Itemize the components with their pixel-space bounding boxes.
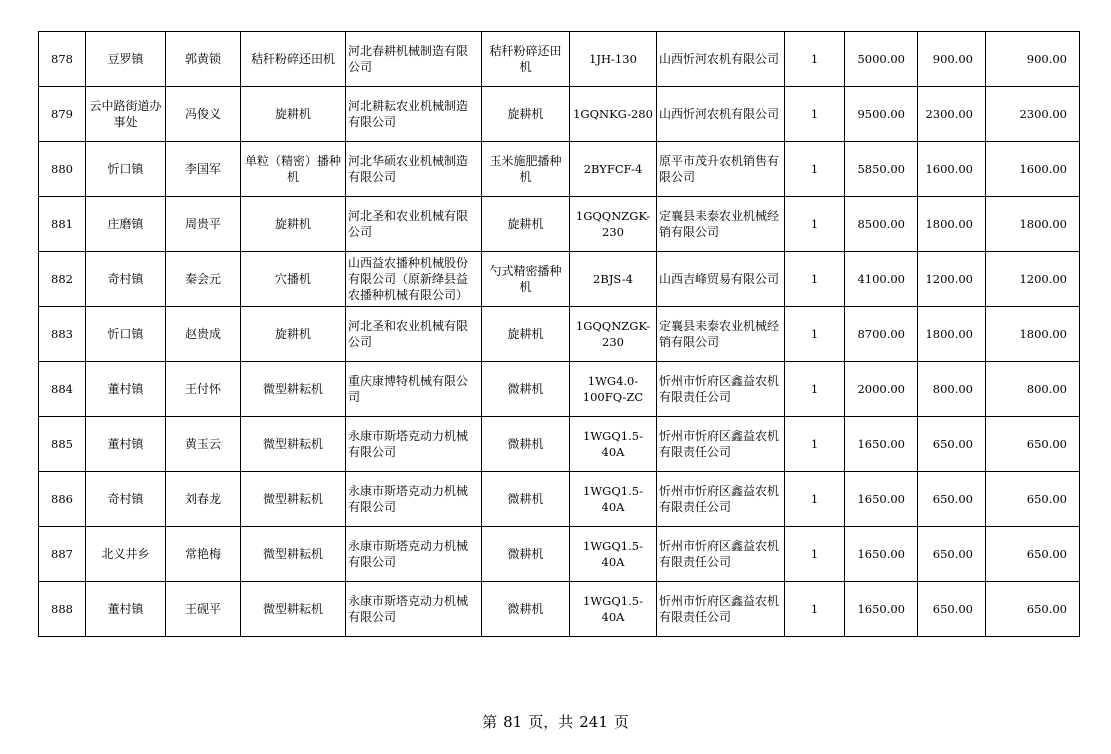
cell-price: 1650.00: [845, 527, 918, 582]
cell-price: 5850.00: [845, 142, 918, 197]
subsidy-table: [38, 31, 1080, 637]
cell-category: 穴播机: [241, 252, 346, 307]
cell-product: 微耕机: [482, 472, 570, 527]
cell-town: 奇村镇: [86, 472, 166, 527]
cell-town: 庄磨镇: [86, 197, 166, 252]
cell-actual: 1800.00: [986, 307, 1080, 362]
cell-dealer: 忻州市忻府区鑫益农机有限责任公司: [657, 362, 785, 417]
cell-dealer: 定襄县耒泰农业机械经销有限公司: [657, 307, 785, 362]
cell-qty: 1: [785, 87, 845, 142]
cell-no: 885: [39, 417, 86, 472]
cell-no: 881: [39, 197, 86, 252]
cell-model: 1WGQ1.5-40A: [570, 582, 657, 637]
cell-product: 旋耕机: [482, 197, 570, 252]
cell-town: 忻口镇: [86, 307, 166, 362]
cell-category: 微型耕耘机: [241, 417, 346, 472]
cell-town: 北义井乡: [86, 527, 166, 582]
cell-qty: 1: [785, 252, 845, 307]
cell-model: 1JH-130: [570, 32, 657, 87]
cell-subsidy: 650.00: [918, 417, 986, 472]
cell-maker: 重庆康博特机械有限公司: [346, 362, 482, 417]
cell-qty: 1: [785, 527, 845, 582]
cell-actual: 650.00: [986, 417, 1080, 472]
table-row: [39, 252, 1080, 307]
cell-price: 8700.00: [845, 307, 918, 362]
cell-model: 1WGQ1.5-40A: [570, 472, 657, 527]
cell-buyer: 王砚平: [166, 582, 241, 637]
cell-model: 1GQNKG-280: [570, 87, 657, 142]
cell-subsidy: 1200.00: [918, 252, 986, 307]
cell-product: 微耕机: [482, 582, 570, 637]
cell-dealer: 山西忻河农机有限公司: [657, 32, 785, 87]
cell-category: 微型耕耘机: [241, 582, 346, 637]
cell-town: 云中路街道办事处: [86, 87, 166, 142]
cell-town: 忻口镇: [86, 142, 166, 197]
cell-actual: 650.00: [986, 527, 1080, 582]
footer-mid: 页，共: [528, 713, 574, 731]
table-row: [39, 142, 1080, 197]
cell-no: 886: [39, 472, 86, 527]
cell-actual: 900.00: [986, 32, 1080, 87]
cell-price: 4100.00: [845, 252, 918, 307]
cell-actual: 800.00: [986, 362, 1080, 417]
cell-model: 1GQQNZGK-230: [570, 307, 657, 362]
cell-no: 880: [39, 142, 86, 197]
cell-maker: 河北耕耘农业机械制造有限公司: [346, 87, 482, 142]
cell-product: 微耕机: [482, 417, 570, 472]
cell-category: 微型耕耘机: [241, 362, 346, 417]
footer-total-pages: 241: [579, 713, 608, 731]
page-footer: [0, 711, 1111, 732]
table-row: [39, 527, 1080, 582]
cell-no: 884: [39, 362, 86, 417]
footer-suffix: 页: [613, 713, 629, 731]
cell-dealer: 山西吉峰贸易有限公司: [657, 252, 785, 307]
cell-actual: 1800.00: [986, 197, 1080, 252]
cell-no: 887: [39, 527, 86, 582]
cell-price: 1650.00: [845, 417, 918, 472]
cell-actual: 2300.00: [986, 87, 1080, 142]
cell-subsidy: 2300.00: [918, 87, 986, 142]
table-row: [39, 417, 1080, 472]
cell-town: 豆罗镇: [86, 32, 166, 87]
table-row: [39, 307, 1080, 362]
cell-maker: 河北圣和农业机械有限公司: [346, 307, 482, 362]
cell-buyer: 刘春龙: [166, 472, 241, 527]
cell-dealer: 忻州市忻府区鑫益农机有限责任公司: [657, 582, 785, 637]
cell-buyer: 冯俊义: [166, 87, 241, 142]
footer-page-number: 81: [503, 713, 523, 731]
cell-town: 董村镇: [86, 362, 166, 417]
cell-model: 1WG4.0-100FQ-ZC: [570, 362, 657, 417]
table-row: [39, 472, 1080, 527]
table-body: [39, 32, 1080, 637]
cell-model: 1GQQNZGK-230: [570, 197, 657, 252]
cell-buyer: 黄玉云: [166, 417, 241, 472]
cell-no: 883: [39, 307, 86, 362]
cell-price: 1650.00: [845, 582, 918, 637]
cell-no: 888: [39, 582, 86, 637]
cell-maker: 永康市斯塔克动力机械有限公司: [346, 417, 482, 472]
cell-no: 878: [39, 32, 86, 87]
cell-product: 勺式精密播种机: [482, 252, 570, 307]
cell-product: 旋耕机: [482, 87, 570, 142]
cell-no: 879: [39, 87, 86, 142]
cell-price: 1650.00: [845, 472, 918, 527]
cell-buyer: 郭黄锁: [166, 32, 241, 87]
cell-qty: 1: [785, 362, 845, 417]
cell-maker: 河北春耕机械制造有限公司: [346, 32, 482, 87]
cell-buyer: 王付怀: [166, 362, 241, 417]
cell-qty: 1: [785, 582, 845, 637]
cell-price: 5000.00: [845, 32, 918, 87]
cell-category: 秸秆粉碎还田机: [241, 32, 346, 87]
cell-dealer: 忻州市忻府区鑫益农机有限责任公司: [657, 472, 785, 527]
cell-price: 9500.00: [845, 87, 918, 142]
cell-no: 882: [39, 252, 86, 307]
cell-subsidy: 650.00: [918, 472, 986, 527]
cell-qty: 1: [785, 417, 845, 472]
cell-category: 单粒（精密）播种机: [241, 142, 346, 197]
cell-model: 2BYFCF-4: [570, 142, 657, 197]
cell-subsidy: 1800.00: [918, 197, 986, 252]
cell-buyer: 赵贵成: [166, 307, 241, 362]
cell-subsidy: 650.00: [918, 582, 986, 637]
cell-model: 2BJS-4: [570, 252, 657, 307]
cell-town: 董村镇: [86, 417, 166, 472]
cell-town: 奇村镇: [86, 252, 166, 307]
cell-actual: 1200.00: [986, 252, 1080, 307]
cell-qty: 1: [785, 142, 845, 197]
cell-product: 微耕机: [482, 527, 570, 582]
cell-maker: 永康市斯塔克动力机械有限公司: [346, 582, 482, 637]
cell-buyer: 常艳梅: [166, 527, 241, 582]
cell-qty: 1: [785, 472, 845, 527]
cell-dealer: 忻州市忻府区鑫益农机有限责任公司: [657, 417, 785, 472]
cell-qty: 1: [785, 307, 845, 362]
cell-subsidy: 900.00: [918, 32, 986, 87]
cell-category: 旋耕机: [241, 87, 346, 142]
cell-dealer: 原平市茂升农机销售有限公司: [657, 142, 785, 197]
cell-model: 1WGQ1.5-40A: [570, 527, 657, 582]
cell-product: 微耕机: [482, 362, 570, 417]
table-row: [39, 87, 1080, 142]
cell-price: 8500.00: [845, 197, 918, 252]
cell-maker: 山西益农播种机械股份有限公司（原新绛县益农播种机械有限公司）: [346, 252, 482, 307]
cell-maker: 永康市斯塔克动力机械有限公司: [346, 527, 482, 582]
cell-model: 1WGQ1.5-40A: [570, 417, 657, 472]
cell-dealer: 忻州市忻府区鑫益农机有限责任公司: [657, 527, 785, 582]
cell-category: 微型耕耘机: [241, 527, 346, 582]
footer-prefix: 第: [482, 713, 498, 731]
cell-actual: 650.00: [986, 472, 1080, 527]
cell-dealer: 山西忻河农机有限公司: [657, 87, 785, 142]
cell-product: 旋耕机: [482, 307, 570, 362]
cell-town: 董村镇: [86, 582, 166, 637]
cell-qty: 1: [785, 32, 845, 87]
cell-product: 秸秆粉碎还田机: [482, 32, 570, 87]
cell-buyer: 秦会元: [166, 252, 241, 307]
cell-maker: 河北华硕农业机械制造有限公司: [346, 142, 482, 197]
cell-product: 玉米施肥播种机: [482, 142, 570, 197]
cell-actual: 1600.00: [986, 142, 1080, 197]
cell-subsidy: 650.00: [918, 527, 986, 582]
cell-actual: 650.00: [986, 582, 1080, 637]
cell-subsidy: 1800.00: [918, 307, 986, 362]
cell-price: 2000.00: [845, 362, 918, 417]
table-row: [39, 582, 1080, 637]
cell-subsidy: 1600.00: [918, 142, 986, 197]
cell-maker: 永康市斯塔克动力机械有限公司: [346, 472, 482, 527]
cell-category: 微型耕耘机: [241, 472, 346, 527]
table-row: [39, 32, 1080, 87]
cell-buyer: 李国军: [166, 142, 241, 197]
cell-category: 旋耕机: [241, 307, 346, 362]
cell-buyer: 周贵平: [166, 197, 241, 252]
table-row: [39, 197, 1080, 252]
cell-maker: 河北圣和农业机械有限公司: [346, 197, 482, 252]
table-row: [39, 362, 1080, 417]
cell-qty: 1: [785, 197, 845, 252]
cell-subsidy: 800.00: [918, 362, 986, 417]
cell-category: 旋耕机: [241, 197, 346, 252]
cell-dealer: 定襄县耒泰农业机械经销有限公司: [657, 197, 785, 252]
